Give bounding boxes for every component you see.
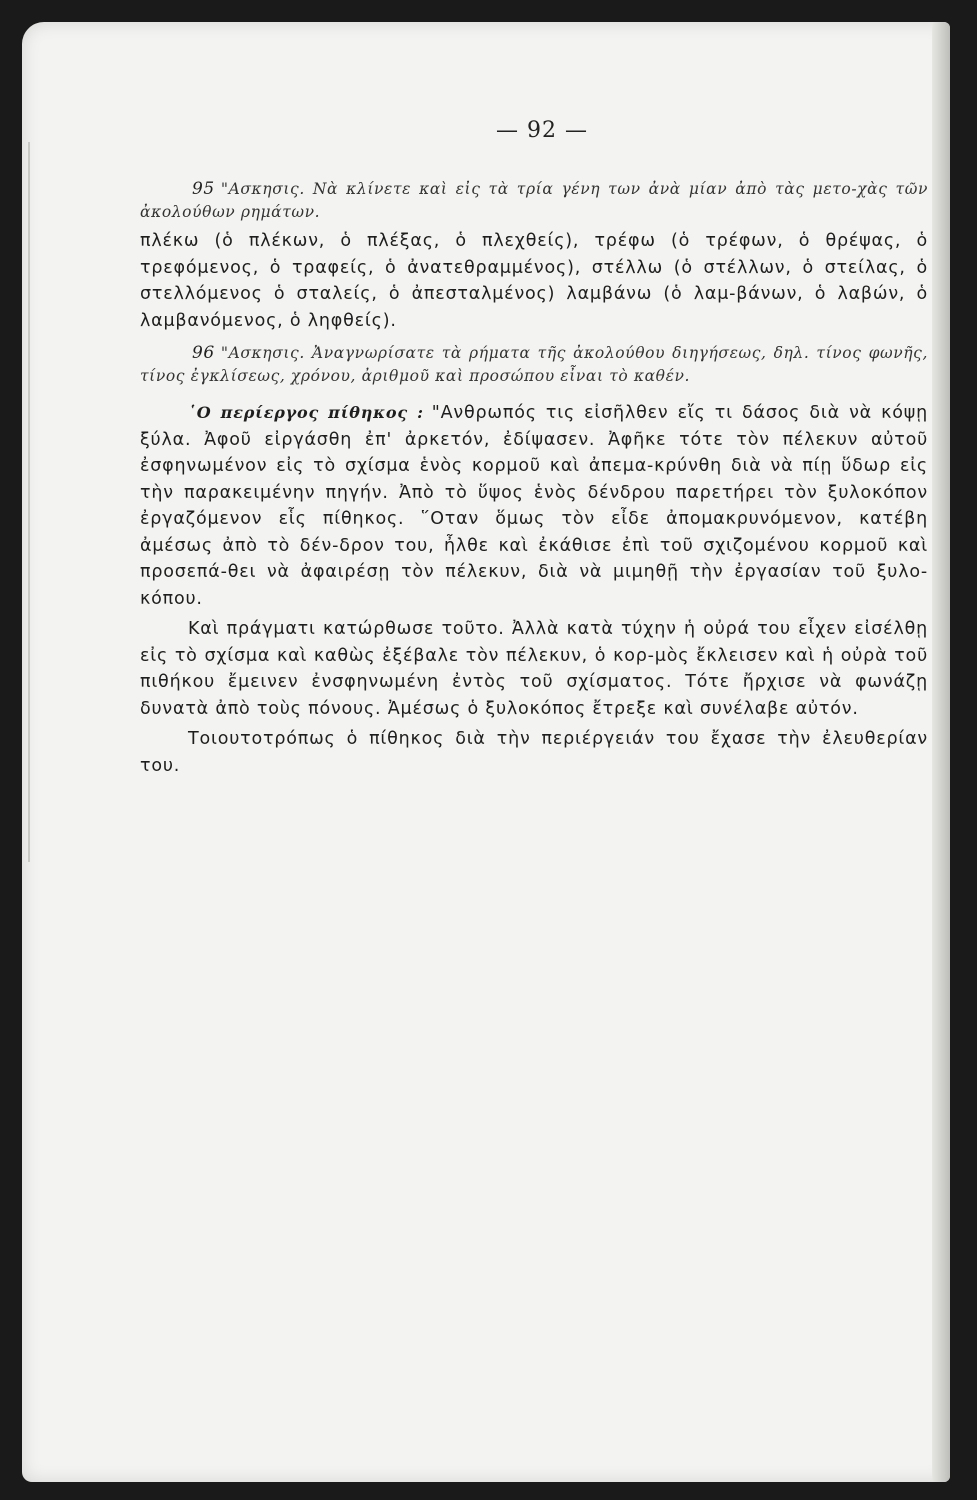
story-paragraph-1-text: "Ανθρωπός τις εἰσῆλθεν εἴς τι δάσος διὰ νὰ κόψῃ ξύλα. Ἀφοῦ εἰργάσθη ἐπ' ἀρκετόν, ἐδίψασεν. Ἀφῆκε τότε τὸν πέλεκυν αὐτοῦ ἐσφηνωμένον εἰς τὸ σχίσμα ἑνὸς κορμοῦ καὶ ἀπεμα-κρύνθη διὰ νὰ πίῃ ὕδωρ εἰς τὴν παρακειμένην πηγήν. Ἀπὸ τὸ ὕψος ἑνὸς δένδρου παρετήρει τὸν ξυλοκόπον ἐργαζόμενον εἷς πίθηκος. ῞Οταν ὅμως τὸν εἶδε ἀπομακρυνόμενον, κατέβη ἀμέσως ἀπὸ τὸ δέν-δρον του, ἦλθε καὶ ἐκάθισε ἐπὶ τοῦ σχιζομένου κορμοῦ καὶ προσεπά-θει νὰ ἀφαιρέσῃ τὸν πέλεκυν, διὰ νὰ μιμηθῇ τὴν ἐργασίαν τοῦ ξυλο-κόπου. [140,403,928,609]
exercise-96-heading [140,342,928,388]
page-content [140,178,928,779]
exercise-95-number: 95 [192,179,215,199]
page-spine [932,22,950,1482]
exercise-95-heading [140,178,928,224]
story-paragraph-1 [140,400,928,612]
exercise-95-body: πλέκω (ὁ πλέκων, ὁ πλέξας, ὁ πλεχθείς), τρέφω (ὁ τρέφων, ὁ θρέψας, ὁ τρεφόμενος, ὁ τραφείς, ὁ ἀνατεθραμμένος), στέλλω (ὁ στέλλων, ὁ στείλας, ὁ στελλόμενος ὁ σταλείς, ὁ ἀπεσταλμένος) λαμβάνω (ὁ λαμ-βάνων, ὁ λαβών, ὁ λαμβανόμενος, ὁ ληφθείς). [140,231,928,331]
story-paragraph-3: Τοιουτοτρόπως ὁ πίθηκος διὰ τὴν περιέργειάν του ἔχασε τὴν ἐλευθερίαν του. [140,729,928,776]
story-title: ῾Ο περίεργος πίθηκος : [188,403,424,422]
book-page [22,22,950,1482]
page-edge-line [28,142,30,862]
exercise-96-text: "Ασκησις. Ἀναγνωρίσατε τὰ ρήματα τῆς ἀκολούθου διηγήσεως, δηλ. τίνος φωνῆς, τίνος ἐγκλίσεως, χρόνου, ἀριθμοῦ καὶ προσώπου εἶναι τὸ καθέν. [140,344,928,385]
page-number: — 92 — [496,118,588,143]
exercise-96-number: 96 [192,343,215,363]
exercise-95-text: "Ασκησις. Νὰ κλίνετε καὶ εἰς τὰ τρία γένη των ἀνὰ μίαν ἀπὸ τὰς μετο-χὰς τῶν ἀκολούθων ρημάτων. [140,180,928,221]
story-paragraph-2: Καὶ πράγματι κατώρθωσε τοῦτο. Ἀλλὰ κατὰ τύχην ἡ οὐρά του εἶχεν εἰσέλθῃ εἰς τὸ σχίσμα καὶ καθὼς ἐξέβαλε τὸν πέλεκυν, ὁ κορ-μὸς ἔκλεισεν καὶ ἡ οὐρὰ τοῦ πιθήκου ἔμεινεν ἐνσφηνωμένη ἐντὸς τοῦ σχίσματος. Τότε ἤρχισε νὰ φωνάζῃ δυνατὰ ἀπὸ τοὺς πόνους. Ἀμέσως ὁ ξυλοκόπος ἔτρεξε καὶ συνέλαβε αὐτόν. [140,619,928,719]
